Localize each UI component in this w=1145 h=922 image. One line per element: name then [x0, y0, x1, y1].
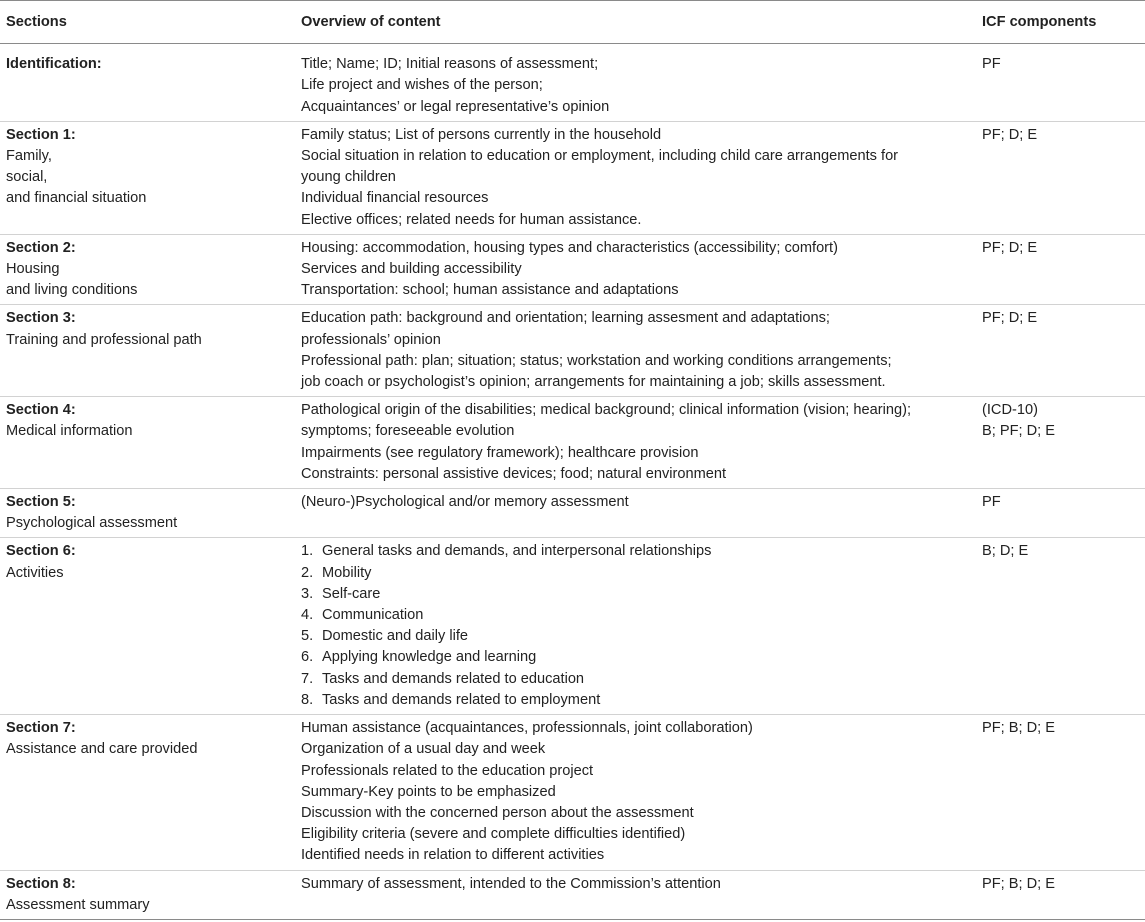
overview-line: Individual financial resources: [301, 190, 489, 207]
overview-line: Impairments (see regulatory framework); healthcare provision: [301, 444, 699, 461]
section-subtitle: Medical information: [6, 423, 133, 440]
overview-line: Professionals related to the education project: [301, 762, 594, 779]
section-cell: [0, 870, 296, 919]
icf-components-value: PF; D; E: [982, 126, 1038, 143]
list-item: [301, 541, 976, 562]
overview-line: Eligibility criteria (severe and complete difficulties identified): [301, 826, 686, 843]
overview-cell: [296, 234, 976, 305]
list-item-text: General tasks and demands, and interpersonal relationships: [322, 543, 712, 560]
icf-components-value: PF: [982, 56, 1001, 73]
table-row: [0, 397, 1145, 489]
overview-cell: [296, 538, 976, 715]
overview-line: Life project and wishes of the person;: [301, 77, 543, 94]
section-cell: [0, 715, 296, 870]
list-item: [301, 563, 976, 584]
overview-line: (Neuro-)Psychological and/or memory assessment: [301, 494, 629, 511]
section-cell: [0, 234, 296, 305]
overview-line: Housing: accommodation, housing types and characteristics (accessibility; comfort): [301, 239, 838, 256]
table-row: [0, 121, 1145, 234]
overview-line: Constraints: personal assistive devices; food; natural environment: [301, 465, 727, 482]
section-subtitle: Psychological assessment: [6, 515, 178, 532]
section-title: Section 1:: [6, 126, 76, 143]
overview-line: symptoms; foreseeable evolution: [301, 423, 515, 440]
section-title: Section 7:: [6, 720, 76, 737]
overview-cell: [296, 489, 976, 538]
table-row: [0, 305, 1145, 397]
section-title: Section 5:: [6, 494, 76, 511]
section-cell: [0, 538, 296, 715]
icf-components-value: PF; D; E: [982, 239, 1038, 256]
header-icf-components: ICF components: [976, 1, 1145, 44]
overview-line: Professional path: plan; situation; status; workstation and working conditions arrangements;: [301, 352, 892, 369]
table-row: [0, 538, 1145, 715]
overview-line: Identified needs in relation to different activities: [301, 847, 605, 864]
icf-components-value: PF; B; D; E: [982, 875, 1055, 892]
overview-cell: [296, 44, 976, 122]
section-title: Section 2:: [6, 239, 76, 256]
list-item-text: Tasks and demands related to employment: [322, 691, 601, 708]
list-item-text: Self-care: [322, 585, 381, 602]
icf-cell: [976, 489, 1145, 538]
table-row: [0, 44, 1145, 122]
overview-line: Transportation: school; human assistance and adaptations: [301, 282, 679, 299]
header-overview: Overview of content: [296, 1, 976, 44]
icf-components-value: PF: [982, 494, 1001, 511]
section-subtitle: Housing: [6, 261, 60, 278]
overview-line: Family status; List of persons currently in the household: [301, 126, 662, 143]
list-item-number: 1.: [301, 543, 314, 560]
overview-line: Social situation in relation to education or employment, including child care arrangements for: [301, 148, 899, 165]
overview-line: young children: [301, 169, 396, 186]
section-cell: [0, 397, 296, 489]
list-item-text: Communication: [322, 607, 424, 624]
icf-cell: [976, 870, 1145, 919]
overview-cell: [296, 121, 976, 234]
section-subtitle: and financial situation: [6, 190, 147, 207]
list-item-text: Applying knowledge and learning: [322, 649, 537, 666]
list-item: [301, 605, 976, 626]
section-subtitle: Training and professional path: [6, 331, 202, 348]
overview-line: Pathological origin of the disabilities; medical background; clinical information (vision; hearing);: [301, 402, 912, 419]
overview-line: Summary-Key points to be emphasized: [301, 783, 556, 800]
table-body: [0, 44, 1145, 920]
section-subtitle: and living conditions: [6, 282, 138, 299]
overview-cell: [296, 305, 976, 397]
section-subtitle: Activities: [6, 564, 64, 581]
list-item: [301, 626, 976, 647]
section-cell: [0, 489, 296, 538]
list-item-text: Mobility: [322, 564, 372, 581]
list-item-number: 5.: [301, 628, 314, 645]
overview-line: Acquaintances’ or legal representative’s opinion: [301, 98, 610, 115]
table-row: [0, 715, 1145, 870]
icf-components-value: B; PF; D; E: [982, 423, 1055, 440]
overview-line: Services and building accessibility: [301, 261, 522, 278]
section-title: Identification:: [6, 56, 102, 73]
section-title: Section 4:: [6, 402, 76, 419]
section-subtitle: Family,: [6, 148, 52, 165]
icf-components-value: PF; B; D; E: [982, 720, 1055, 737]
overview-line: Organization of a usual day and week: [301, 741, 546, 758]
icf-cell: [976, 234, 1145, 305]
header-row: [0, 1, 1145, 44]
list-item-number: 4.: [301, 607, 314, 624]
list-item-number: 2.: [301, 564, 314, 581]
list-item-number: 6.: [301, 649, 314, 666]
list-item: [301, 669, 976, 690]
section-title: Section 3:: [6, 310, 76, 327]
icf-cell: [976, 715, 1145, 870]
icf-cell: [976, 305, 1145, 397]
section-subtitle: Assistance and care provided: [6, 741, 198, 758]
overview-line: Human assistance (acquaintances, professionnals, joint collaboration): [301, 720, 753, 737]
icf-components-value: (ICD-10): [982, 402, 1038, 419]
header-sections: Sections: [0, 1, 296, 44]
overview-line: professionals’ opinion: [301, 331, 441, 348]
icf-cell: [976, 121, 1145, 234]
list-item: [301, 647, 976, 668]
section-subtitle: social,: [6, 169, 48, 186]
overview-cell: [296, 715, 976, 870]
section-cell: [0, 44, 296, 122]
section-title: Section 6:: [6, 543, 76, 560]
table-row: [0, 870, 1145, 919]
list-item: [301, 584, 976, 605]
list-item-number: 8.: [301, 691, 314, 708]
table-row: [0, 489, 1145, 538]
icf-components-value: PF; D; E: [982, 310, 1038, 327]
activities-list: [301, 541, 976, 711]
table-row: [0, 234, 1145, 305]
list-item-text: Domestic and daily life: [322, 628, 469, 645]
overview-line: Elective offices; related needs for human assistance.: [301, 211, 642, 228]
overview-cell: [296, 397, 976, 489]
section-subtitle: Assessment summary: [6, 896, 150, 913]
list-item-number: 3.: [301, 585, 314, 602]
icf-cell: [976, 44, 1145, 122]
overview-cell: [296, 870, 976, 919]
overview-line: Discussion with the concerned person about the assessment: [301, 804, 694, 821]
list-item: [301, 690, 976, 711]
list-item-number: 7.: [301, 670, 314, 687]
icf-components-value: B; D; E: [982, 543, 1029, 560]
section-title: Section 8:: [6, 875, 76, 892]
overview-line: Education path: background and orientation; learning assesment and adaptations;: [301, 310, 830, 327]
overview-line: Title; Name; ID; Initial reasons of assessment;: [301, 56, 599, 73]
section-cell: [0, 121, 296, 234]
list-item-text: Tasks and demands related to education: [322, 670, 585, 687]
icf-cell: [976, 397, 1145, 489]
icf-cell: [976, 538, 1145, 715]
section-cell: [0, 305, 296, 397]
overview-line: job coach or psychologist’s opinion; arrangements for maintaining a job; skills assessment.: [301, 374, 886, 391]
overview-line: Summary of assessment, intended to the Commission’s attention: [301, 875, 721, 892]
